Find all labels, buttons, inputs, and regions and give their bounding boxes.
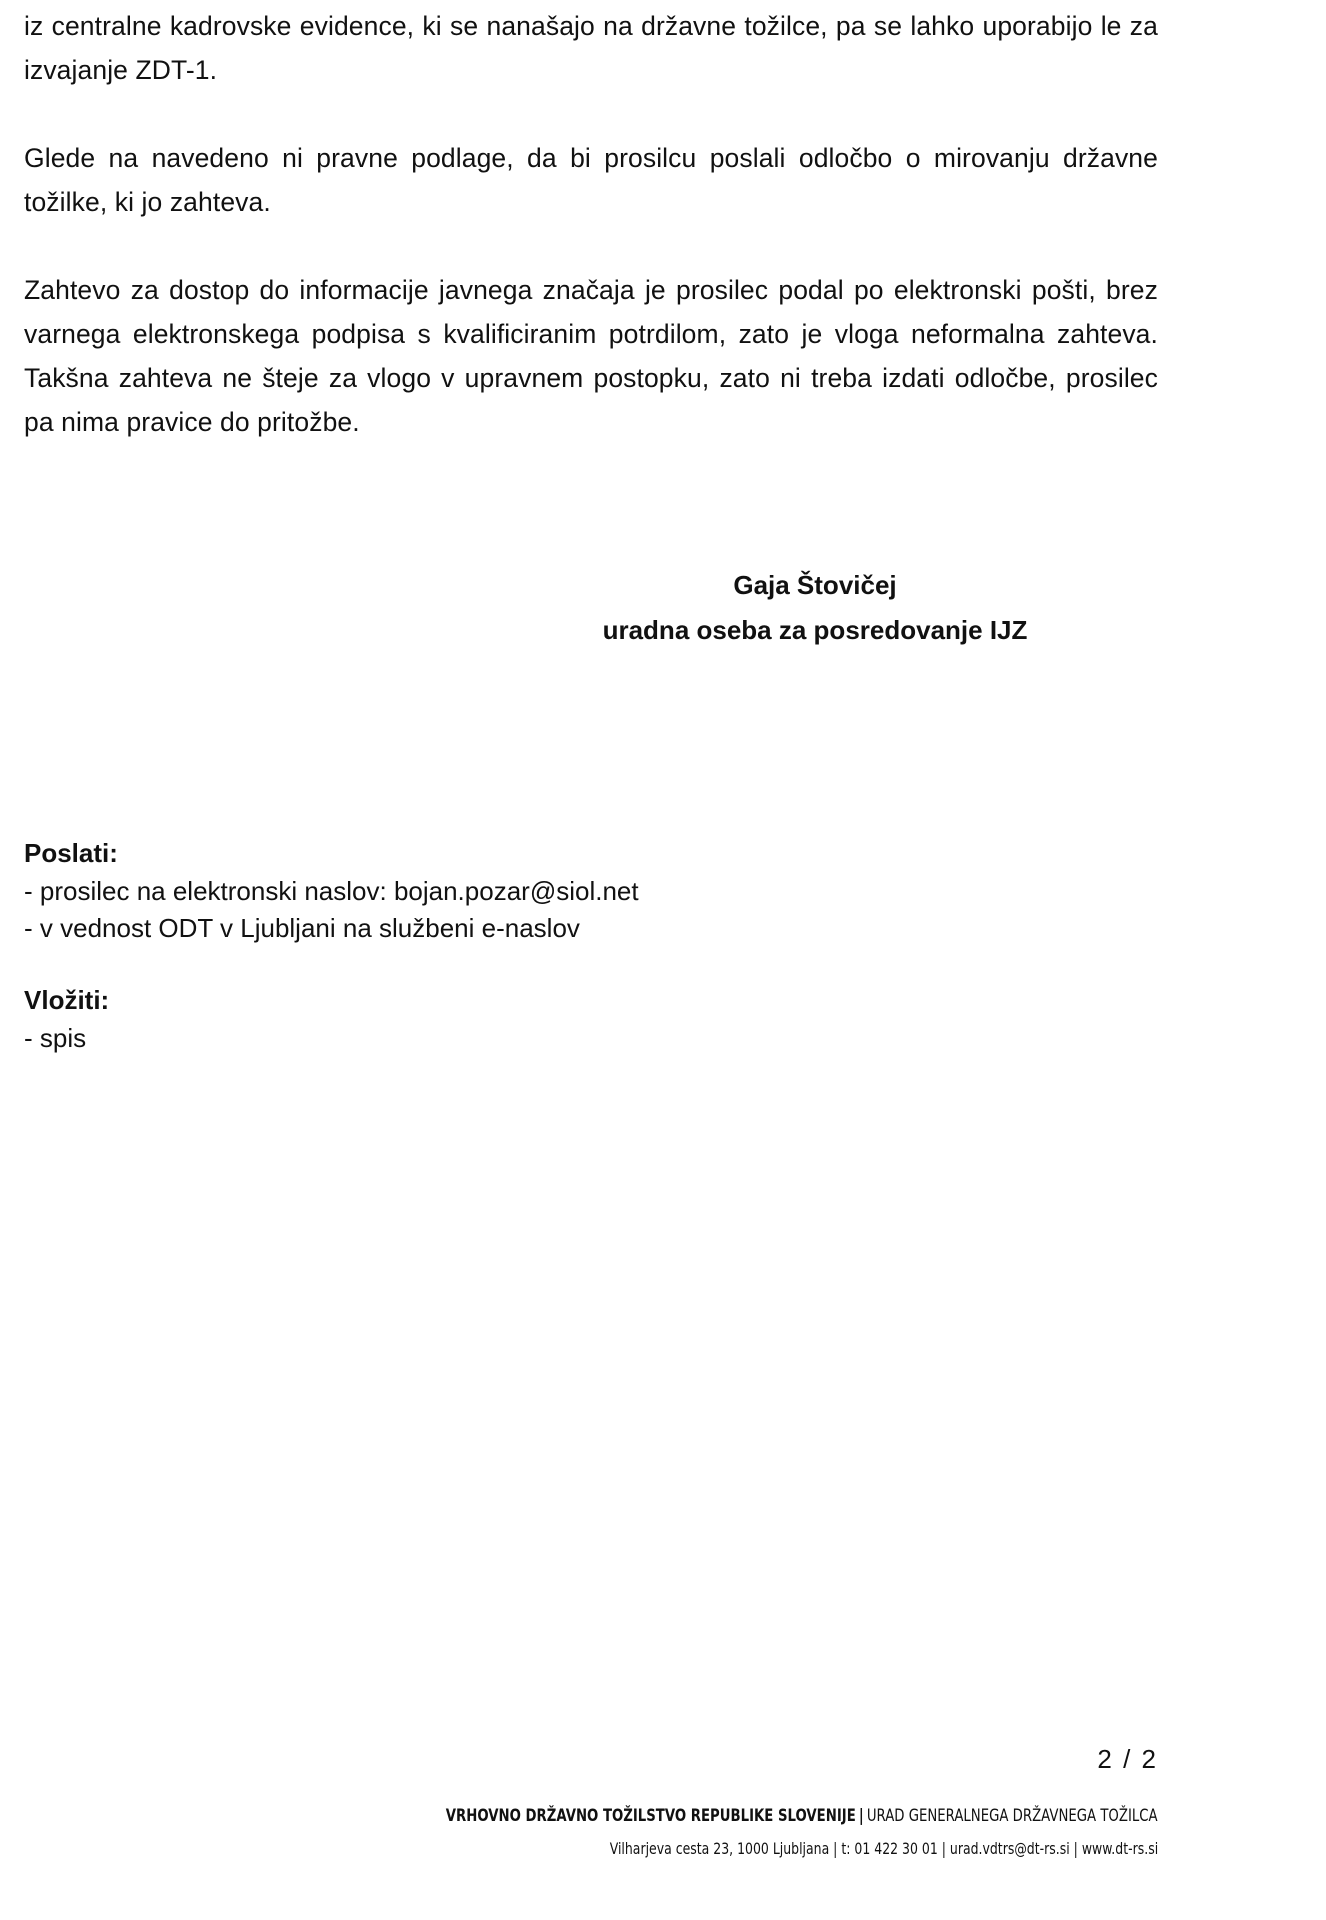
footer-office-name: URAD GENERALNEGA DRŽAVNEGA TOŽILCA	[867, 1806, 1158, 1826]
footer-institution-line	[446, 1806, 1158, 1826]
vloziti-heading: Vložiti:	[24, 985, 110, 1015]
footer-org-name: VRHOVNO DRŽAVNO TOŽILSTVO REPUBLIKE SLOVENIJE	[446, 1806, 857, 1826]
vloziti-list-item: - spis	[24, 1023, 87, 1053]
paragraph-line: pa nima pravice do pritožbe.	[24, 407, 360, 437]
body-paragraph-1	[24, 4, 1158, 92]
poslati-list-item: - v vednost ODT v Ljubljani na službeni e-naslov	[24, 913, 580, 943]
signatory-role: uradna oseba za posredovanje IJZ	[602, 615, 1028, 645]
footer-address-line: Vilharjeva cesta 23, 1000 Ljubljana | t: 01 422 30 01 | urad.vdtrs@dt-rs.si | www.dt-rs.si	[609, 1839, 1158, 1858]
page-number: 2 / 2	[1097, 1744, 1158, 1774]
paragraph-line: tožilke, ki jo zahteva.	[24, 187, 271, 217]
paragraph-line: Zahtevo za dostop do informacije javnega značaja je prosilec podal po elektronski pošti, brez	[24, 275, 1158, 305]
paragraph-line: varnega elektronskega podpisa s kvalificiranim potrdilom, zato je vloga neformalna zahteva.	[24, 319, 1158, 349]
signatory-name: Gaja Štovičej	[733, 570, 897, 600]
body-paragraph-2	[24, 136, 1158, 224]
poslati-list-item: - prosilec na elektronski naslov: bojan.pozar@siol.net	[24, 876, 639, 906]
paragraph-line: Takšna zahteva ne šteje za vlogo v upravnem postopku, zato ni treba izdati odločbe, prosilec	[24, 363, 1158, 393]
paragraph-line: izvajanje ZDT-1.	[24, 55, 218, 85]
paragraph-line: Glede na navedeno ni pravne podlage, da bi prosilcu poslali odločbo o mirovanju državne	[24, 143, 1158, 173]
body-paragraph-3	[24, 268, 1158, 444]
paragraph-line: iz centralne kadrovske evidence, ki se nanašajo na državne tožilce, pa se lahko uporabijo le za	[24, 11, 1158, 41]
footer-separator: |	[859, 1806, 865, 1826]
poslati-heading: Poslati:	[24, 838, 118, 868]
